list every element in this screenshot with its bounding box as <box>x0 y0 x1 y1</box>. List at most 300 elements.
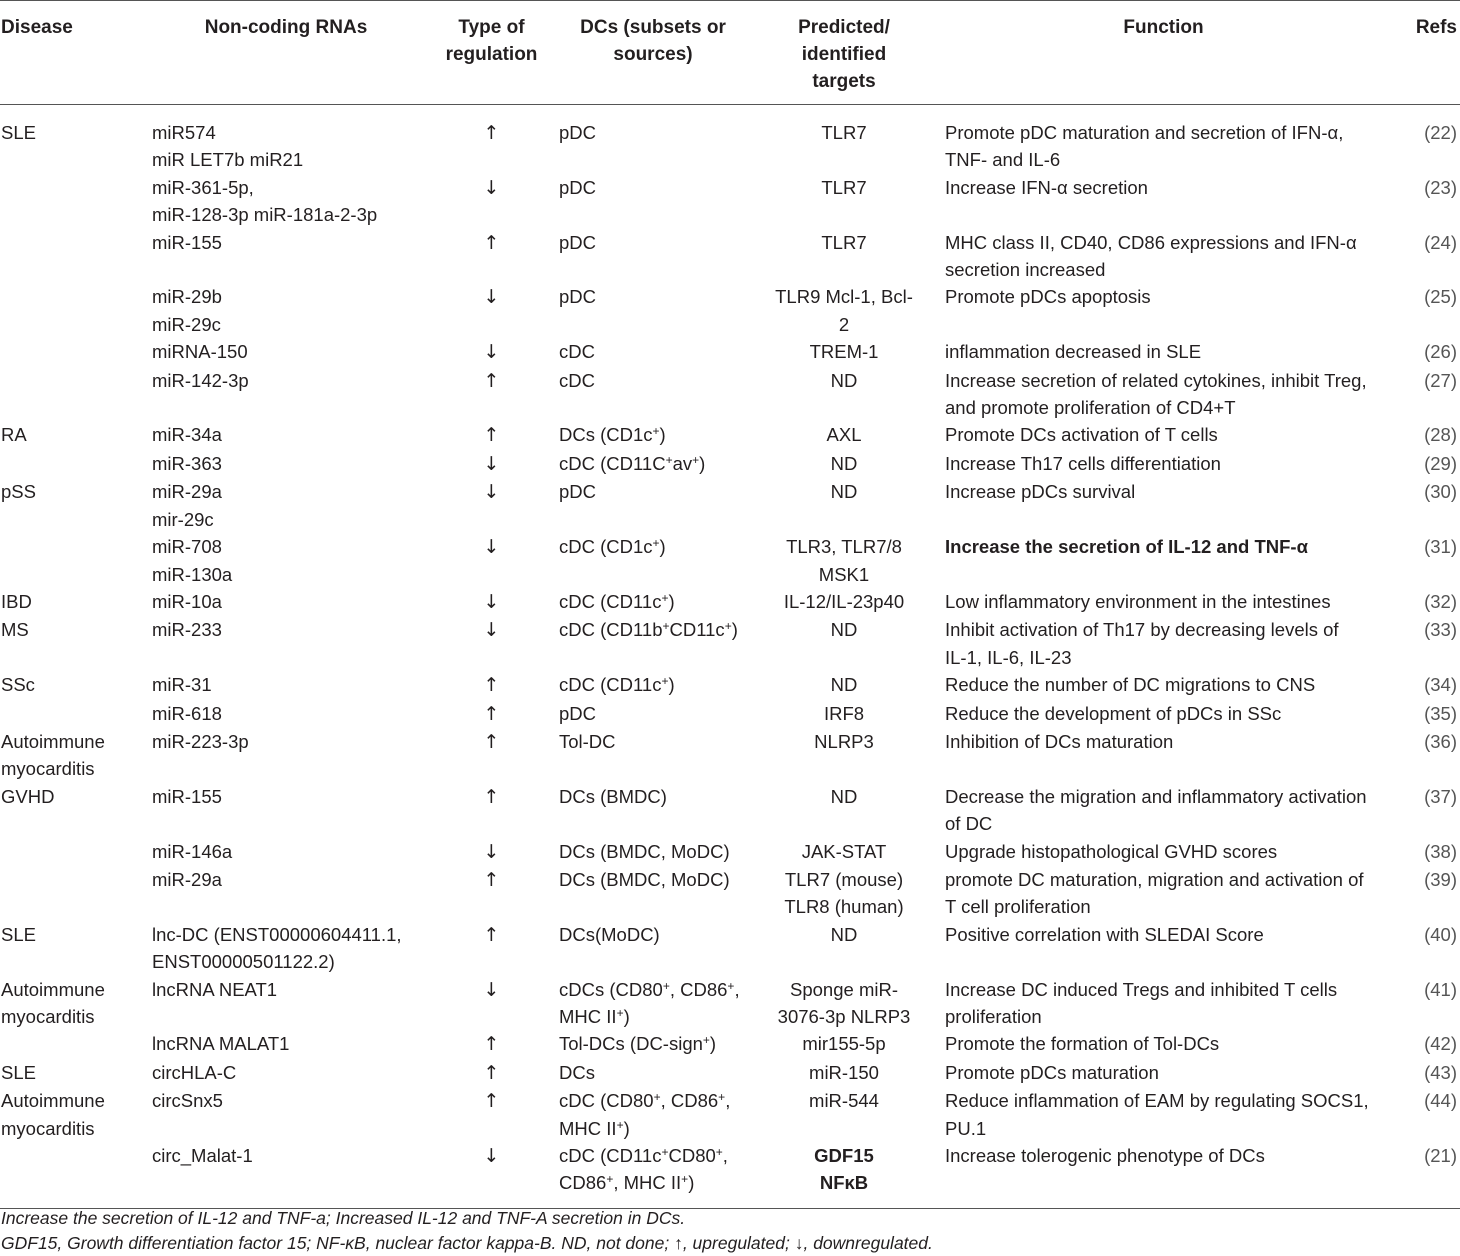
cell-function <box>933 229 1385 284</box>
cell-target <box>755 174 933 229</box>
arrow-up-icon: ↑ <box>483 730 500 753</box>
cell-function-line: Positive correlation with SLEDAI Score <box>945 923 1264 945</box>
cell-function-line: Increase secretion of related cytokines, inhibit Treg, <box>945 369 1367 391</box>
cell-disease-line: Autoimmune <box>1 1090 105 1112</box>
cell-dc-subset <box>551 105 755 174</box>
cell-regulation <box>432 478 551 533</box>
cell-noncoding-rna-line: miR-223-3p <box>152 730 249 752</box>
cell-function-line: Increase the secretion of IL-12 and TNF-α <box>945 536 1308 558</box>
cell-ref <box>1385 283 1460 338</box>
cell-disease <box>0 728 140 783</box>
cell-noncoding-rna-line: miR-142-3p <box>152 369 249 391</box>
cell-ref <box>1385 229 1460 284</box>
header-line: targets <box>812 71 876 92</box>
cell-noncoding-rna <box>140 450 432 478</box>
cell-ref-text: (41) <box>1424 978 1457 1000</box>
cell-dc-subset-line <box>559 671 752 698</box>
cell-function <box>933 866 1385 921</box>
text-segment: cDC (CD11c <box>559 590 662 612</box>
cell-function-line: Increase pDCs survival <box>945 481 1136 503</box>
cell-noncoding-rna <box>140 338 432 366</box>
cell-function-line: Increase DC induced Tregs and inhibited T cells <box>945 978 1338 1000</box>
cell-ref-text: (29) <box>1424 452 1457 474</box>
cell-regulation <box>432 283 551 338</box>
cell-function-line: Increase IFN-α secretion <box>945 176 1148 198</box>
cell-target-line: IL-12/IL-23p40 <box>783 590 905 612</box>
cell-target-line: ND <box>830 452 858 474</box>
cell-function <box>933 838 1385 866</box>
cell-regulation <box>432 229 551 284</box>
cell-noncoding-rna-line: miR-155 <box>152 785 222 807</box>
cell-function-line: T cell proliferation <box>945 896 1091 918</box>
cell-ref <box>1385 1087 1460 1142</box>
cell-dc-subset-line <box>559 1169 752 1196</box>
cell-noncoding-rna <box>140 783 432 838</box>
cell-target-line: 3076-3p NLRP3 <box>777 1006 911 1027</box>
text-segment: CD80 <box>668 1145 716 1167</box>
cell-function-line: and promote proliferation of CD4+T <box>945 397 1236 419</box>
table-row <box>0 700 1460 728</box>
cell-function-line: Decrease the migration and inflammatory activation <box>945 785 1367 807</box>
cell-noncoding-rna <box>140 616 432 671</box>
cell-regulation <box>432 533 551 588</box>
text-segment: cDC (CD11c <box>559 1145 662 1167</box>
cell-function <box>933 783 1385 838</box>
cell-ref <box>1385 367 1460 422</box>
cell-ref-text: (33) <box>1424 619 1457 641</box>
arrow-down-icon: ↓ <box>483 840 500 863</box>
cell-target <box>755 283 933 338</box>
cell-target <box>755 671 933 699</box>
cell-target-line: miR-150 <box>809 1061 879 1083</box>
cell-target <box>755 783 933 838</box>
cell-ref-text: (38) <box>1424 840 1457 862</box>
table-row <box>0 1059 1460 1087</box>
cell-dc-subset-line: pDC <box>559 176 597 198</box>
cell-target <box>755 976 933 1031</box>
cell-target <box>755 866 933 921</box>
table-footnotes <box>1 1206 933 1256</box>
cell-function <box>933 671 1385 699</box>
cell-function <box>933 616 1385 671</box>
cell-disease-line: SLE <box>1 923 36 945</box>
cell-function <box>933 478 1385 533</box>
superscript: + <box>715 1145 723 1160</box>
cell-target <box>755 728 933 783</box>
cell-noncoding-rna-line: miR-233 <box>152 619 222 641</box>
cell-target-line: MSK1 <box>818 563 870 585</box>
arrow-up-icon: ↑ <box>483 231 500 254</box>
cell-dc-subset <box>551 1142 755 1208</box>
cell-target-line: 2 <box>838 313 850 335</box>
arrow-up-icon: ↑ <box>483 1033 500 1056</box>
text-segment: cDC (CD11C <box>559 452 666 474</box>
cell-target <box>755 1030 933 1058</box>
cell-disease-line: SLE <box>1 122 36 143</box>
cell-disease-line: myocarditis <box>1 758 95 780</box>
cell-regulation <box>432 866 551 921</box>
cell-target-line: TLR7 <box>821 176 867 198</box>
cell-function-line: secretion increased <box>945 259 1106 281</box>
cell-dc-subset-line <box>559 1003 752 1030</box>
cell-noncoding-rna <box>140 1030 432 1058</box>
text-segment: ) <box>731 619 738 641</box>
cell-dc-subset-line: cDC <box>559 369 595 391</box>
arrow-down-icon: ↓ <box>483 590 500 613</box>
superscript: + <box>665 452 673 467</box>
text-segment: ) <box>623 1117 630 1139</box>
cell-ref <box>1385 478 1460 533</box>
cell-target-line: IRF8 <box>823 702 865 724</box>
cell-ref-text: (44) <box>1424 1090 1457 1112</box>
cell-ref-text: (22) <box>1424 122 1457 143</box>
arrow-up-icon: ↑ <box>483 1061 500 1084</box>
arrow-down-icon: ↓ <box>483 481 500 504</box>
table-row <box>0 728 1460 783</box>
superscript: + <box>727 978 735 993</box>
cell-function-line: Upgrade histopathological GVHD scores <box>945 840 1278 862</box>
cell-regulation <box>432 367 551 422</box>
cell-dc-subset <box>551 478 755 533</box>
text-segment: cDCs (CD80 <box>559 978 663 1000</box>
cell-noncoding-rna <box>140 838 432 866</box>
cell-function-line: PU.1 <box>945 1117 987 1139</box>
arrow-down-icon: ↓ <box>483 536 500 559</box>
cell-noncoding-rna-line: miR-130a <box>152 563 233 585</box>
cell-function <box>933 338 1385 366</box>
footnote-1: Increase the secretion of IL-12 and TNF-a; Increased IL-12 and TNF-A secretion in DCs. <box>1 1208 686 1228</box>
cell-function-line: promote DC maturation, migration and activation of <box>945 868 1364 890</box>
cell-target-line: NLRP3 <box>814 730 874 752</box>
cell-function-line: Reduce the number of DC migrations to CNS <box>945 674 1316 696</box>
cell-regulation <box>432 728 551 783</box>
text-segment: CD86 <box>559 1172 607 1194</box>
cell-ref-text: (31) <box>1424 536 1457 558</box>
cell-dc-subset <box>551 283 755 338</box>
cell-dc-subset <box>551 338 755 366</box>
cell-function <box>933 1059 1385 1087</box>
cell-function-line: of DC <box>945 813 993 835</box>
cell-dc-subset <box>551 533 755 588</box>
cell-regulation <box>432 1142 551 1208</box>
cell-disease-line: Autoimmune <box>1 730 105 752</box>
cell-ref <box>1385 866 1460 921</box>
footnote-2: GDF15, Growth differentiation factor 15; NF-κB, nuclear factor kappa-B. ND, not done; ↑, upregulated; ↓, downregulated. <box>1 1233 933 1253</box>
cell-disease <box>0 921 140 976</box>
cell-target-line: AXL <box>826 424 862 446</box>
cell-dc-subset-line <box>559 533 752 560</box>
cell-regulation <box>432 450 551 478</box>
cell-ref-text: (36) <box>1424 730 1457 752</box>
superscript: + <box>661 590 669 605</box>
cell-ref <box>1385 700 1460 728</box>
cell-dc-subset <box>551 671 755 699</box>
cell-disease-line: RA <box>1 424 27 446</box>
cell-ref <box>1385 105 1460 174</box>
superscript: + <box>702 1033 710 1048</box>
cell-noncoding-rna-line: miR-29b <box>152 286 222 308</box>
cell-function <box>933 1142 1385 1208</box>
cell-dc-subset <box>551 921 755 976</box>
cell-ref <box>1385 174 1460 229</box>
table-row <box>0 838 1460 866</box>
cell-disease <box>0 700 140 728</box>
cell-target <box>755 1142 933 1208</box>
text-segment: ) <box>699 452 706 474</box>
arrow-down-icon: ↓ <box>483 341 500 364</box>
cell-disease-line: SLE <box>1 1061 36 1083</box>
header-noncoding-rnas <box>140 1 432 105</box>
cell-function <box>933 1030 1385 1058</box>
cell-dc-subset-line <box>559 450 752 477</box>
cell-noncoding-rna-line: miR-31 <box>152 674 212 696</box>
cell-ref <box>1385 921 1460 976</box>
cell-noncoding-rna-line: miR-29a <box>152 868 222 890</box>
cell-dc-subset-line <box>559 616 752 643</box>
text-segment: , <box>722 1145 728 1167</box>
cell-noncoding-rna <box>140 728 432 783</box>
cell-disease <box>0 421 140 449</box>
cell-disease-line: GVHD <box>1 785 55 807</box>
cell-function-line: Inhibit activation of Th17 by decreasing levels of <box>945 619 1339 641</box>
cell-regulation <box>432 105 551 174</box>
cell-disease <box>0 588 140 616</box>
cell-ref <box>1385 1059 1460 1087</box>
table-row <box>0 105 1460 174</box>
header-type-of-regulation <box>432 1 551 105</box>
cell-dc-subset-line: DCs (BMDC, MoDC) <box>559 868 730 890</box>
cell-target-line: TLR7 <box>821 231 867 253</box>
text-segment: ) <box>688 1172 695 1194</box>
superscript: + <box>662 619 670 634</box>
arrow-down-icon: ↓ <box>483 286 500 309</box>
table-row <box>0 588 1460 616</box>
cell-dc-subset <box>551 450 755 478</box>
header-line: Predicted/ <box>798 17 890 38</box>
table-row <box>0 533 1460 588</box>
cell-dc-subset <box>551 1087 755 1142</box>
cell-dc-subset-line <box>559 1087 752 1114</box>
cell-ref <box>1385 616 1460 671</box>
cell-function <box>933 700 1385 728</box>
arrow-up-icon: ↑ <box>483 122 500 144</box>
cell-noncoding-rna <box>140 367 432 422</box>
cell-function <box>933 174 1385 229</box>
cell-function <box>933 105 1385 174</box>
cell-function-line: TNF- and IL-6 <box>945 149 1061 171</box>
superscript: + <box>616 1006 624 1020</box>
cell-dc-subset-line: cDC <box>559 341 595 363</box>
cell-ref <box>1385 533 1460 588</box>
cell-dc-subset <box>551 1030 755 1058</box>
header-line: Disease <box>1 17 73 38</box>
cell-disease <box>0 283 140 338</box>
cell-target <box>755 478 933 533</box>
cell-regulation <box>432 783 551 838</box>
table-row <box>0 1030 1460 1058</box>
superscript: + <box>724 619 732 634</box>
header-targets <box>755 1 933 105</box>
cell-target <box>755 533 933 588</box>
cell-dc-subset-line: Tol-DC <box>559 730 616 752</box>
cell-function <box>933 921 1385 976</box>
header-line: sources) <box>613 44 693 65</box>
cell-ref-text: (24) <box>1424 231 1457 253</box>
cell-target <box>755 421 933 449</box>
cell-ref <box>1385 421 1460 449</box>
text-segment: , MHC II <box>613 1172 682 1194</box>
cell-noncoding-rna-line: miR LET7b miR21 <box>152 149 304 171</box>
cell-disease-line: MS <box>1 619 29 641</box>
cell-noncoding-rna-line: circHLA-C <box>152 1061 237 1083</box>
table-row <box>0 616 1460 671</box>
text-segment: , <box>725 1090 731 1112</box>
cell-noncoding-rna-line: lncRNA NEAT1 <box>152 978 278 1000</box>
cell-regulation <box>432 338 551 366</box>
cell-dc-subset <box>551 866 755 921</box>
cell-ref-text: (35) <box>1424 702 1457 724</box>
cell-disease-line: IBD <box>1 590 32 612</box>
table-row <box>0 1142 1460 1208</box>
table-row <box>0 174 1460 229</box>
table-row <box>0 866 1460 921</box>
arrow-up-icon: ↑ <box>483 868 500 891</box>
cell-function-line: MHC class II, CD40, CD86 expressions and IFN-α <box>945 231 1357 253</box>
cell-function-line: Increase Th17 cells differentiation <box>945 452 1221 474</box>
cell-target <box>755 367 933 422</box>
table-row <box>0 478 1460 533</box>
cell-disease <box>0 976 140 1031</box>
cell-target-line: TLR9 Mcl-1, Bcl- <box>775 286 913 308</box>
cell-noncoding-rna-line: lnc-DC (ENST00000604411.1, <box>152 923 402 945</box>
cell-function <box>933 421 1385 449</box>
cell-disease <box>0 533 140 588</box>
cell-regulation <box>432 174 551 229</box>
cell-target <box>755 700 933 728</box>
cell-dc-subset <box>551 421 755 449</box>
cell-function <box>933 728 1385 783</box>
cell-dc-subset-line <box>559 1142 752 1169</box>
cell-function-line: Promote pDC maturation and secretion of IFN-α, <box>945 122 1344 143</box>
arrow-up-icon: ↑ <box>483 1090 500 1113</box>
cell-ref-text: (26) <box>1424 341 1457 363</box>
superscript: + <box>661 674 669 689</box>
cell-dc-subset-line <box>559 588 752 615</box>
cell-disease <box>0 174 140 229</box>
cell-noncoding-rna <box>140 921 432 976</box>
header-dc-subsets <box>551 1 755 105</box>
superscript: + <box>652 536 660 551</box>
cell-ref-text: (23) <box>1424 176 1457 198</box>
superscript: + <box>652 424 660 439</box>
arrow-up-icon: ↑ <box>483 424 500 447</box>
cell-ref <box>1385 588 1460 616</box>
cell-function <box>933 588 1385 616</box>
cell-noncoding-rna <box>140 174 432 229</box>
cell-regulation <box>432 838 551 866</box>
superscript: + <box>681 1172 689 1187</box>
cell-disease <box>0 450 140 478</box>
cell-function-line: Reduce the development of pDCs in SSc <box>945 702 1282 724</box>
cell-disease <box>0 478 140 533</box>
cell-target-line: Sponge miR- <box>790 978 898 1000</box>
text-segment: DCs (CD1c <box>559 424 653 446</box>
cell-regulation <box>432 1087 551 1142</box>
arrow-down-icon: ↓ <box>483 452 500 475</box>
cell-dc-subset <box>551 229 755 284</box>
text-segment: cDC (CD11c <box>559 674 662 696</box>
cell-noncoding-rna <box>140 1059 432 1087</box>
cell-dc-subset-line <box>559 1030 752 1057</box>
cell-ref-text: (27) <box>1424 369 1457 391</box>
cell-target <box>755 229 933 284</box>
cell-ref-text: (28) <box>1424 424 1457 446</box>
cell-target <box>755 338 933 366</box>
cell-noncoding-rna-line: miR-29c <box>152 313 221 335</box>
cell-disease-line: myocarditis <box>1 1006 95 1027</box>
cell-noncoding-rna-line: miR-29a <box>152 481 222 503</box>
cell-disease <box>0 838 140 866</box>
cell-ref <box>1385 450 1460 478</box>
header-line: Non-coding RNAs <box>204 17 368 38</box>
arrow-up-icon: ↑ <box>483 923 500 946</box>
header-line: Function <box>1123 17 1204 38</box>
cell-regulation <box>432 700 551 728</box>
arrow-down-icon: ↓ <box>483 176 500 199</box>
cell-ref-text: (34) <box>1424 674 1457 696</box>
cell-dc-subset-line <box>559 976 752 1003</box>
cell-ref <box>1385 1030 1460 1058</box>
cell-regulation <box>432 1059 551 1087</box>
cell-disease <box>0 1059 140 1087</box>
cell-dc-subset-line: DCs(MoDC) <box>559 923 660 945</box>
cell-dc-subset-line: pDC <box>559 481 597 503</box>
cell-dc-subset <box>551 700 755 728</box>
cell-noncoding-rna <box>140 421 432 449</box>
header-line: regulation <box>445 44 538 65</box>
cell-noncoding-rna-line: miR574 <box>152 122 216 143</box>
cell-target <box>755 616 933 671</box>
cell-noncoding-rna <box>140 588 432 616</box>
text-segment: MHC II <box>559 1006 617 1027</box>
cell-ref-text: (25) <box>1424 286 1457 308</box>
cell-target-line: ND <box>830 369 858 391</box>
header-function <box>933 1 1385 105</box>
cell-disease-line: pSS <box>1 481 36 503</box>
cell-dc-subset-line <box>559 421 752 448</box>
cell-disease <box>0 105 140 174</box>
cell-noncoding-rna-line: miR-708 <box>152 536 222 558</box>
cell-noncoding-rna <box>140 1142 432 1208</box>
cell-target-line: TREM-1 <box>809 341 879 363</box>
cell-ref <box>1385 838 1460 866</box>
text-segment: cDC (CD11b <box>559 619 663 641</box>
cell-function <box>933 1087 1385 1142</box>
text-segment: , CD86 <box>660 1090 719 1112</box>
cell-disease-line: SSc <box>1 674 35 696</box>
superscript: + <box>606 1172 614 1187</box>
cell-target-line: TLR7 <box>821 122 867 143</box>
superscript: + <box>616 1117 624 1132</box>
cell-function-line: Promote the formation of Tol-DCs <box>945 1033 1220 1055</box>
table-row <box>0 229 1460 284</box>
text-segment: ) <box>623 1006 630 1027</box>
cell-target-line: TLR7 (mouse) <box>784 868 904 890</box>
cell-ref-text: (32) <box>1424 590 1457 612</box>
text-segment: , CD86 <box>669 978 728 1000</box>
cell-regulation <box>432 1030 551 1058</box>
cell-disease <box>0 866 140 921</box>
